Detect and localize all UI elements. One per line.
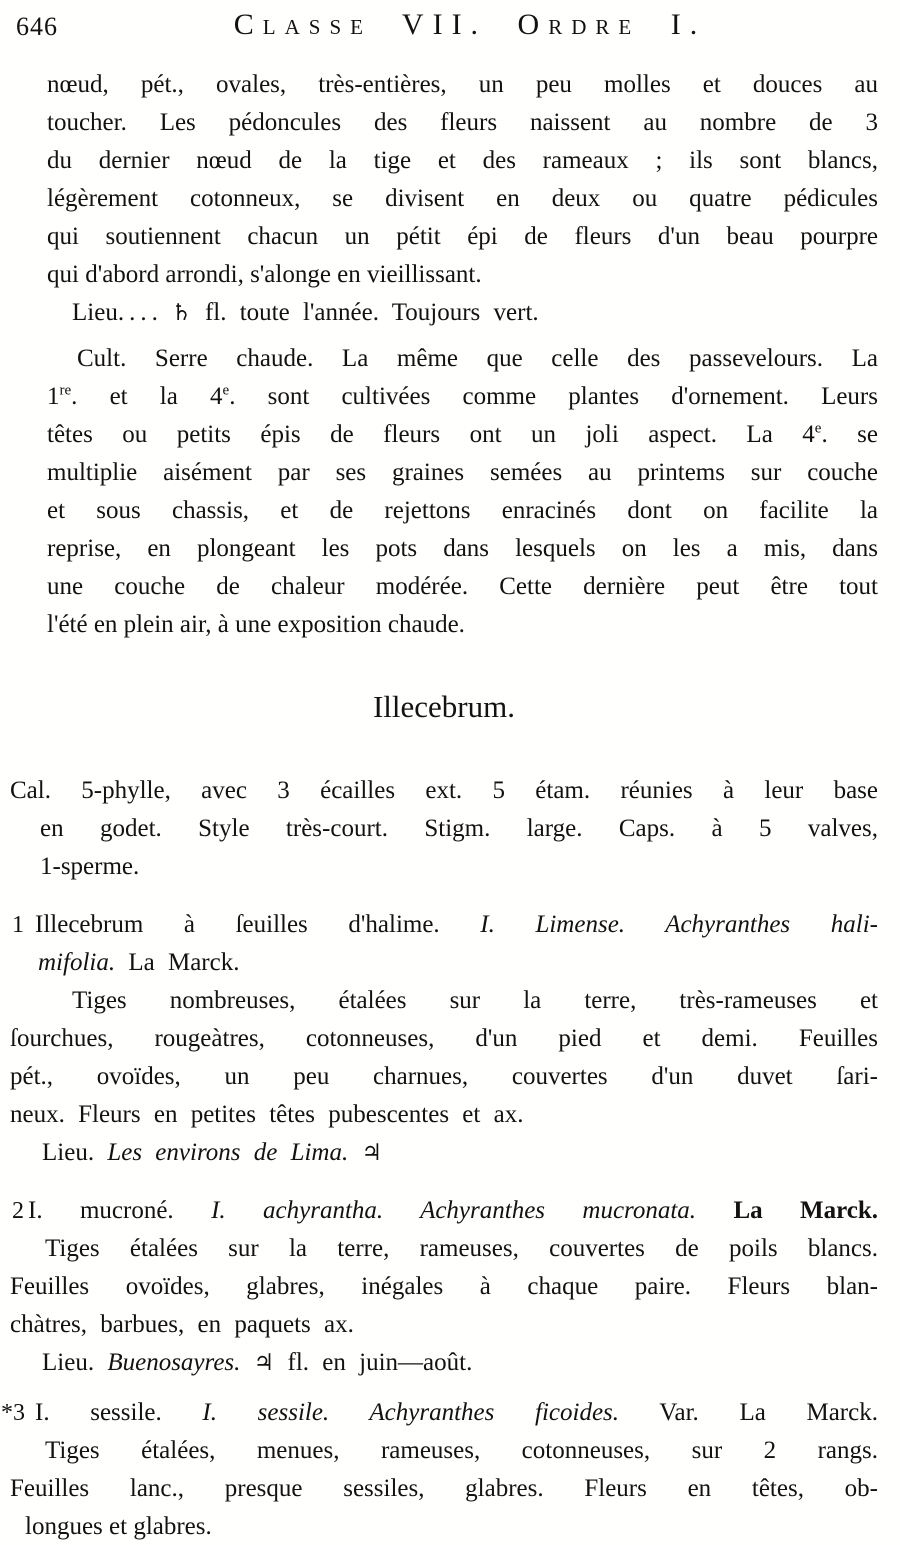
text-line bbox=[47, 416, 878, 454]
text-segment: une couche de chaleur modérée. Cette dernière peut être tout bbox=[47, 573, 878, 600]
text-segment: légèrement cotonneux, se divisent en deux ou quatre pédicules bbox=[47, 185, 878, 212]
text-segment: du dernier nœud de la tige et des rameaux ; ils sont blancs, bbox=[47, 147, 878, 174]
text-line bbox=[35, 1394, 878, 1432]
text-line bbox=[47, 218, 878, 256]
text-line bbox=[40, 848, 878, 886]
genus-name: Illecebrum. bbox=[372, 689, 515, 724]
text-segment: Var. La Marck. bbox=[619, 1399, 878, 1426]
text-segment: fl. en juin—août. bbox=[274, 1349, 473, 1376]
text-segment: qui d'abord arrondi, s'alonge en vieillissant. bbox=[47, 261, 482, 288]
text-segment: Lieu. . . . bbox=[72, 299, 172, 326]
text-line bbox=[10, 772, 878, 810]
text-line bbox=[47, 378, 878, 416]
text-segment: I. sessile. bbox=[35, 1399, 203, 1426]
author-name: La Marck. bbox=[696, 1197, 878, 1224]
text-segment: Cult. Serre chaude. La même que celle des passevelours. La bbox=[77, 345, 878, 372]
text-line bbox=[10, 684, 878, 730]
text-line bbox=[77, 340, 878, 378]
perennial-symbol: ♃ bbox=[253, 1350, 275, 1376]
text-segment: Tiges étalées, menues, rameuses, cotonneuses, sur 2 rangs. bbox=[45, 1437, 878, 1464]
locality-name: Buenosayres. bbox=[107, 1349, 241, 1376]
text-line bbox=[45, 1230, 878, 1268]
text-segment bbox=[348, 1139, 361, 1166]
text-segment: ſourchues, rougeàtres, cotonneuses, d'un pied et demi. Feuilles bbox=[10, 1025, 878, 1052]
perennial-symbol: ♃ bbox=[361, 1140, 383, 1166]
text-segment: Cal. 5-phylle, avec 3 écailles ext. 5 étam. réunies à leur base bbox=[10, 777, 878, 804]
latin-name: I. achyrantha. Achyranthes mucronata. bbox=[211, 1197, 697, 1224]
text-line bbox=[47, 606, 878, 644]
text-line bbox=[45, 1432, 878, 1470]
text-line bbox=[10, 1268, 878, 1306]
text-segment: . se bbox=[821, 421, 878, 448]
page-number: 646 bbox=[16, 12, 58, 41]
page-content bbox=[1, 66, 878, 1545]
text-segment: pét., ovoïdes, un peu charnues, couvertes d'un duvet ſari- bbox=[10, 1063, 878, 1090]
text-segment: fl. toute l'année. Toujours vert. bbox=[191, 299, 539, 326]
text-segment: . et la 4 bbox=[71, 383, 223, 410]
text-segment: neux. Fleurs en petites têtes pubescentes et ax. bbox=[10, 1101, 524, 1128]
text-segment bbox=[240, 1349, 253, 1376]
text-segment: La Marck. bbox=[115, 949, 240, 976]
text-line bbox=[10, 1020, 878, 1058]
text-segment: Tiges nombreuses, étalées sur la terre, très-rameuses et bbox=[72, 987, 878, 1014]
text-line bbox=[40, 810, 878, 848]
text-segment: Illecebrum à ſeuilles d'halime. bbox=[35, 911, 481, 938]
text-line bbox=[47, 454, 878, 492]
text-line bbox=[10, 1470, 878, 1508]
paragraph-lieu bbox=[47, 294, 878, 332]
entry-number: 1 bbox=[12, 912, 24, 938]
species-entry-2 bbox=[10, 1192, 878, 1382]
text-line bbox=[72, 982, 878, 1020]
text-segment: . sont cultivées comme plantes d'ornement. Leurs bbox=[229, 383, 878, 410]
text-line bbox=[10, 1096, 878, 1134]
paragraph-species-continuation bbox=[47, 66, 878, 294]
text-segment: e bbox=[222, 382, 230, 399]
text-line bbox=[47, 492, 878, 530]
text-segment: re bbox=[59, 382, 72, 399]
text-line bbox=[47, 568, 878, 606]
entry-number: 2 bbox=[12, 1198, 24, 1224]
species-entry-3 bbox=[1, 1394, 878, 1545]
text-segment: toucher. Les pédoncules des fleurs naissent au nombre de 3 bbox=[47, 109, 878, 136]
genus-heading bbox=[10, 684, 878, 730]
text-segment: multiplie aisément par ses graines semées au printems sur couche bbox=[47, 459, 878, 486]
text-line bbox=[38, 944, 878, 982]
latin-name: I. Limense. Achyranthes hali- bbox=[480, 911, 878, 938]
latin-name: mifolia. bbox=[38, 949, 116, 976]
paragraph-culture bbox=[47, 340, 878, 644]
text-segment: nœud, pét., ovales, très-entières, un peu molles et douces au bbox=[47, 71, 878, 98]
text-segment: en godet. Style très-court. Stigm. large. Caps. à 5 valves, bbox=[40, 815, 878, 842]
text-line bbox=[47, 256, 878, 294]
locality-name: Les environs de Lima. bbox=[107, 1139, 349, 1166]
text-segment: Feuilles ovoïdes, glabres, inégales à chaque paire. Fleurs blan- bbox=[10, 1273, 878, 1300]
species-entry-1 bbox=[10, 906, 878, 1172]
text-segment: chàtres, barbues, en paquets ax. bbox=[10, 1311, 354, 1338]
text-line bbox=[47, 142, 878, 180]
text-segment: Lieu. bbox=[42, 1139, 108, 1166]
latin-name: I. sessile. Achyranthes ficoides. bbox=[202, 1399, 620, 1426]
text-segment: et sous chassis, et de rejettons enracinés dont on facilite la bbox=[47, 497, 878, 524]
text-segment: 1 bbox=[47, 383, 60, 410]
text-segment: e bbox=[814, 420, 822, 437]
text-line bbox=[10, 1058, 878, 1096]
text-line bbox=[42, 1134, 878, 1172]
genus-description bbox=[10, 772, 878, 886]
text-line bbox=[47, 66, 878, 104]
text-line bbox=[28, 1192, 878, 1230]
text-line bbox=[10, 1306, 878, 1344]
text-line bbox=[35, 906, 878, 944]
text-line bbox=[42, 1344, 878, 1382]
text-segment: Lieu. bbox=[42, 1349, 108, 1376]
text-line bbox=[72, 294, 878, 332]
text-line bbox=[47, 180, 878, 218]
text-segment: Feuilles lanc., presque sessiles, glabres. Fleurs en têtes, ob- bbox=[10, 1475, 878, 1502]
running-header: Classe VII. Ordre I. bbox=[233, 8, 707, 41]
text-line bbox=[25, 1508, 878, 1545]
shrub-symbol: ♄ bbox=[171, 300, 192, 326]
text-segment: 1-sperme. bbox=[40, 853, 140, 880]
text-segment: qui soutiennent chacun un pétit épi de fleurs d'un beau pourpre bbox=[47, 223, 878, 250]
text-segment: Tiges étalées sur la terre, rameuses, couvertes de poils blancs. bbox=[45, 1235, 878, 1262]
text-segment: l'été en plein air, à une exposition chaude. bbox=[47, 611, 465, 638]
text-segment: longues et glabres. bbox=[25, 1513, 212, 1540]
entry-number: *3 bbox=[1, 1400, 25, 1426]
text-segment: têtes ou petits épis de fleurs ont un joli aspect. La 4 bbox=[47, 421, 815, 448]
text-line bbox=[47, 530, 878, 568]
text-line bbox=[47, 104, 878, 142]
text-segment: I. mucroné. bbox=[28, 1197, 212, 1224]
text-segment: reprise, en plongeant les pots dans lesquels on les a mis, dans bbox=[47, 535, 878, 562]
